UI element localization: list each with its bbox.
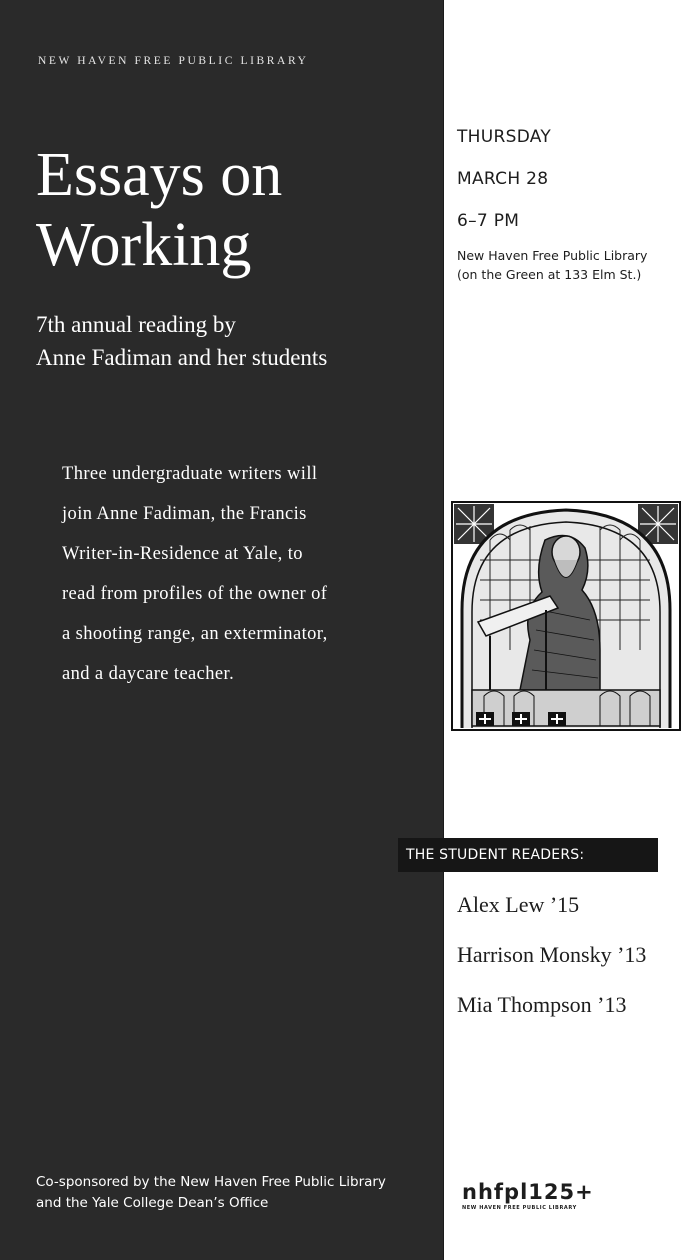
logo-subtext: NEW HAVEN FREE PUBLIC LIBRARY bbox=[462, 1205, 577, 1211]
description-line: join Anne Fadiman, the Francis bbox=[62, 504, 307, 524]
scholar-writing-engraving-icon bbox=[450, 500, 682, 732]
nhfpl-logo bbox=[462, 1180, 594, 1212]
event-description bbox=[62, 454, 422, 694]
student-readers-list bbox=[457, 880, 646, 1030]
logo-wordmark: nhfpl125+ bbox=[462, 1180, 594, 1204]
event-time: 6–7 PM bbox=[457, 211, 520, 231]
description-line: read from profiles of the owner of bbox=[62, 584, 328, 604]
library-name: NEW HAVEN FREE PUBLIC LIBRARY bbox=[38, 55, 309, 67]
venue-line: (on the Green at 133 Elm St.) bbox=[457, 267, 642, 282]
reader-name: Alex Lew ’15 bbox=[457, 892, 580, 917]
subtitle-line: Anne Fadiman and her students bbox=[36, 345, 328, 370]
student-readers-heading: THE STUDENT READERS: bbox=[398, 838, 658, 872]
venue-line: New Haven Free Public Library bbox=[457, 248, 648, 263]
event-info bbox=[457, 116, 551, 242]
event-date: MARCH 28 bbox=[457, 169, 549, 189]
title-line: Essays on bbox=[36, 141, 283, 209]
description-line: Writer-in-Residence at Yale, to bbox=[62, 544, 303, 564]
event-venue bbox=[457, 246, 682, 284]
subtitle-line: 7th annual reading by bbox=[36, 312, 236, 337]
page-title bbox=[36, 140, 426, 280]
reader-name: Harrison Monsky ’13 bbox=[457, 942, 647, 967]
description-line: and a daycare teacher. bbox=[62, 664, 235, 684]
description-line: a shooting range, an exterminator, bbox=[62, 624, 328, 644]
description-line: Three undergraduate writers will bbox=[62, 464, 318, 484]
sponsor-line: and the Yale College Dean’s Office bbox=[36, 1195, 269, 1211]
event-day: THURSDAY bbox=[457, 127, 552, 147]
reader-name: Mia Thompson ’13 bbox=[457, 992, 627, 1017]
sponsor-line: Co-sponsored by the New Haven Free Public Library bbox=[36, 1174, 386, 1190]
subtitle bbox=[36, 308, 436, 374]
title-line: Working bbox=[36, 211, 252, 279]
sponsor-credit bbox=[36, 1172, 436, 1214]
